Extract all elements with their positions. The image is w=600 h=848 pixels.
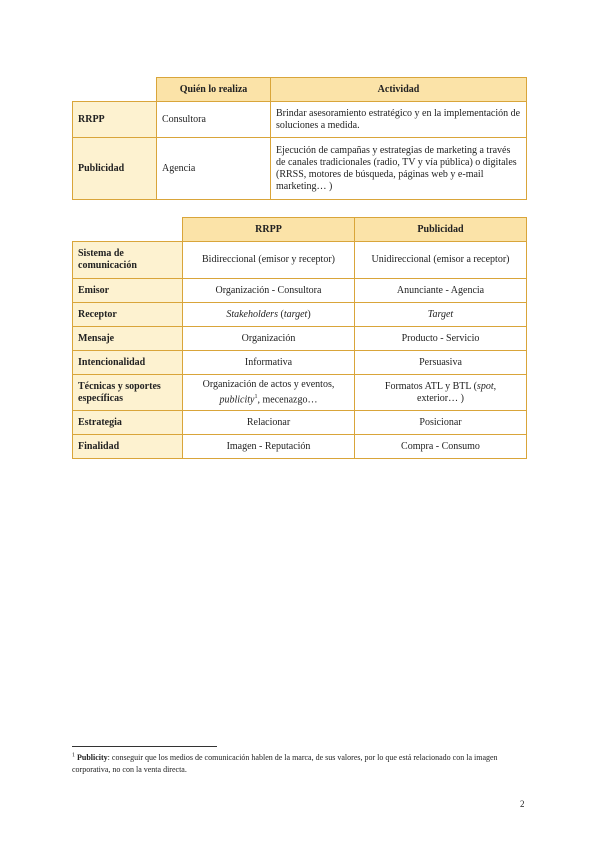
footnote-divider bbox=[72, 746, 217, 747]
cell-rrpp: Relacionar bbox=[183, 411, 355, 435]
row-label: RRPP bbox=[73, 102, 157, 138]
table2-row bbox=[73, 375, 527, 411]
paren-close: ) bbox=[307, 308, 311, 320]
cell-publicidad bbox=[355, 375, 527, 411]
row-label: Estrategia bbox=[73, 411, 183, 435]
cell-who: Consultora bbox=[157, 102, 271, 138]
header-activity: Actividad bbox=[271, 78, 527, 102]
table1-row bbox=[73, 138, 527, 200]
cell-publicidad bbox=[355, 303, 527, 327]
table2-empty-header bbox=[73, 218, 183, 242]
row-label: Técnicas y soportes específicas bbox=[73, 375, 183, 411]
cell-rrpp bbox=[183, 375, 355, 411]
footnote-term: Publicity bbox=[77, 753, 108, 762]
cell-rrpp: Bidireccional (emisor y receptor) bbox=[183, 242, 355, 279]
publicity-text: publicity bbox=[219, 394, 255, 406]
table2-row bbox=[73, 242, 527, 279]
pub-techniques-line2: exterior… ) bbox=[417, 392, 464, 404]
header-who: Quién lo realiza bbox=[157, 78, 271, 102]
cell-publicidad: Posicionar bbox=[355, 411, 527, 435]
table2-row bbox=[73, 327, 527, 351]
header-publicidad: Publicidad bbox=[355, 218, 527, 242]
rrpp-techniques-line1: Organización de actos y eventos, bbox=[202, 378, 335, 390]
cell-rrpp: Imagen - Reputación bbox=[183, 435, 355, 459]
cell-activity: Ejecución de campañas y estrategias de marketing a través de canales tradicionales (radio, TV y vía pública) o digitales (RRSS, motores de búsqueda, páginas web y e-mail marketing… ) bbox=[271, 138, 527, 200]
cell-publicidad: Unidireccional (emisor a receptor) bbox=[355, 242, 527, 279]
footnote-mark: 1 bbox=[72, 752, 75, 759]
row-label: Finalidad bbox=[73, 435, 183, 459]
table1-header-row bbox=[73, 78, 527, 102]
footnote-ref: 1 bbox=[254, 393, 258, 400]
cell-rrpp bbox=[183, 303, 355, 327]
table2-row bbox=[73, 351, 527, 375]
table2-row bbox=[73, 435, 527, 459]
footnote-text: : conseguir que los medios de comunicación hablen de la marca, de sus valores, por lo que está relacionado con la imagen corporativa, no con la venta directa. bbox=[72, 753, 498, 774]
cell-rrpp: Informativa bbox=[183, 351, 355, 375]
cell-activity: Brindar asesoramiento estratégico y en la implementación de soluciones a medida. bbox=[271, 102, 527, 138]
who-does-it-table bbox=[72, 77, 527, 200]
cell-publicidad: Producto - Servicio bbox=[355, 327, 527, 351]
row-label: Emisor bbox=[73, 279, 183, 303]
row-label: Sistema de comunicación bbox=[73, 242, 183, 279]
cell-who: Agencia bbox=[157, 138, 271, 200]
pub-techniques-line1: Formatos ATL y BTL ( bbox=[384, 380, 477, 392]
table2-header-row bbox=[73, 218, 527, 242]
cell-rrpp: Organización - Consultora bbox=[183, 279, 355, 303]
target-text: target bbox=[283, 308, 308, 320]
page-number: 2 bbox=[520, 799, 525, 809]
spot-text: spot bbox=[476, 380, 494, 392]
cell-publicidad: Anunciante - Agencia bbox=[355, 279, 527, 303]
table2-row bbox=[73, 279, 527, 303]
header-rrpp: RRPP bbox=[183, 218, 355, 242]
pub-techniques-comma: , bbox=[493, 380, 497, 392]
paren-open: ( bbox=[277, 308, 284, 320]
rrpp-vs-publicidad-table bbox=[72, 217, 527, 459]
cell-publicidad: Persuasiva bbox=[355, 351, 527, 375]
table2-row bbox=[73, 303, 527, 327]
row-label: Intencionalidad bbox=[73, 351, 183, 375]
stakeholders-text: Stakeholders bbox=[226, 308, 278, 320]
row-label: Mensaje bbox=[73, 327, 183, 351]
table2-row bbox=[73, 411, 527, 435]
rrpp-techniques-rest: , mecenazgo… bbox=[257, 394, 318, 406]
cell-rrpp: Organización bbox=[183, 327, 355, 351]
table1-row bbox=[73, 102, 527, 138]
target-text: Target bbox=[427, 308, 454, 320]
footnote bbox=[72, 752, 522, 776]
row-label: Receptor bbox=[73, 303, 183, 327]
row-label: Publicidad bbox=[73, 138, 157, 200]
cell-publicidad: Compra - Consumo bbox=[355, 435, 527, 459]
table1-empty-header bbox=[73, 78, 157, 102]
